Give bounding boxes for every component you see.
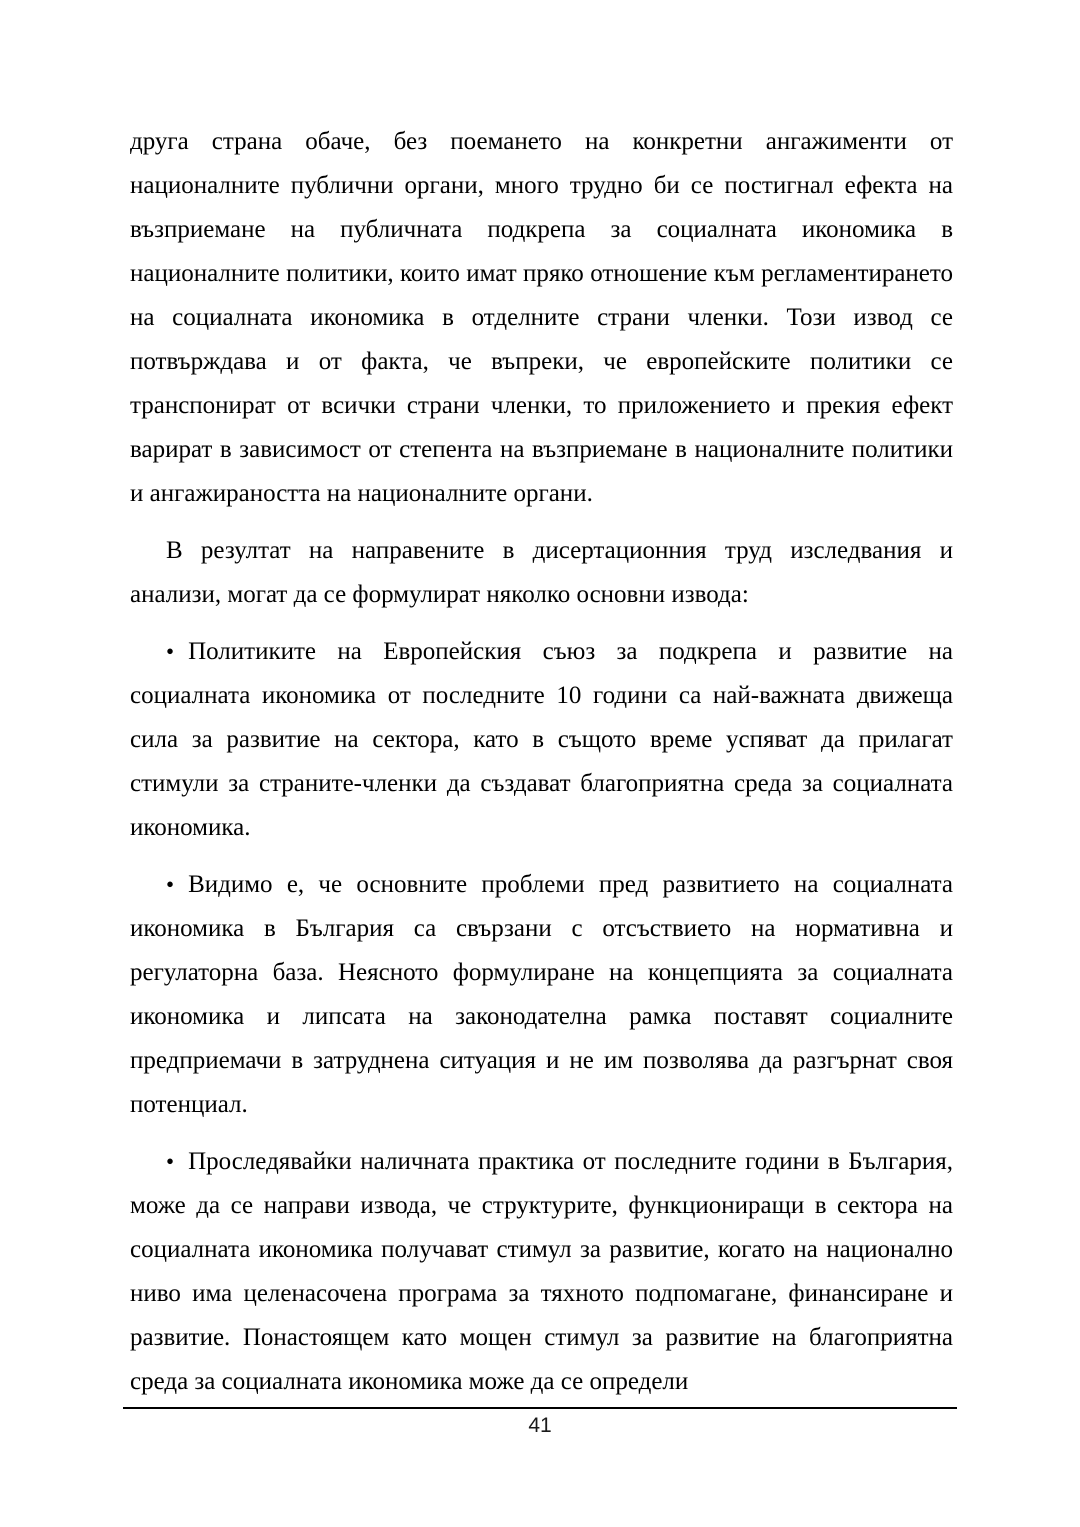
- bullet-icon: •: [166, 872, 175, 897]
- bullet-icon: •: [166, 639, 175, 664]
- paragraph-continuation: друга страна обаче, без поемането на конкретни ангажименти от националните публични органи, много трудно би се постигнал ефекта на възприемане на публичната подкрепа за социалната икономика в националните политики, които имат пряко отношение към регламентирането на социалната икономика в отделните страни членки. Този извод се потвърждава и от факта, че въпреки, че европейските политики се транспонират от всички страни членки, то приложението и прекия ефект варират в зависимост от степента на възприемане в националните политики и ангажираността на националните органи.: [130, 128, 953, 507]
- bullet-paragraph: [130, 630, 953, 850]
- bullet-paragraph-text: Видимо е, че основните проблеми пред развитието на социалната икономика в България са свързани с отсъствието на нормативна и регулаторна база. Неясното формулиране на концепцията за социалната икономика и липсата на законодателна рамка поставят социалните предприемачи в затруднена ситуация и не им позволява да разгърнат своя потенциал.: [130, 871, 953, 1118]
- bullet-paragraph: [130, 863, 953, 1127]
- bullet-paragraph-text: Проследявайки наличната практика от последните години в България, може да се направи извода, че структурите, функциониращи в сектора на социалната икономика получават стимул за развитие, когато на национално ниво има целенасочена програма за тяхното подпомагане, финансиране и развитие. Понастоящем като мощен стимул за развитие на благоприятна среда за социалната икономика може да се определи: [130, 1148, 953, 1395]
- page-body-text: [130, 120, 953, 1404]
- page-number: 41: [528, 1414, 552, 1437]
- bullet-paragraph: [130, 1140, 953, 1404]
- bullet-paragraph-text: Политиките на Европейския съюз за подкрепа и развитие на социалната икономика от последните 10 години са най-важната движеща сила за развитие на сектора, като в същото време успяват да прилагат стимули за страните-членки да създават благоприятна среда за социалната икономика.: [130, 638, 953, 841]
- bullet-icon: •: [166, 1149, 175, 1174]
- paragraph-intro: В резултат на направените в дисертационния труд изследвания и анализи, могат да се формулират няколко основни извода:: [130, 537, 953, 608]
- footer-divider: [123, 1407, 957, 1409]
